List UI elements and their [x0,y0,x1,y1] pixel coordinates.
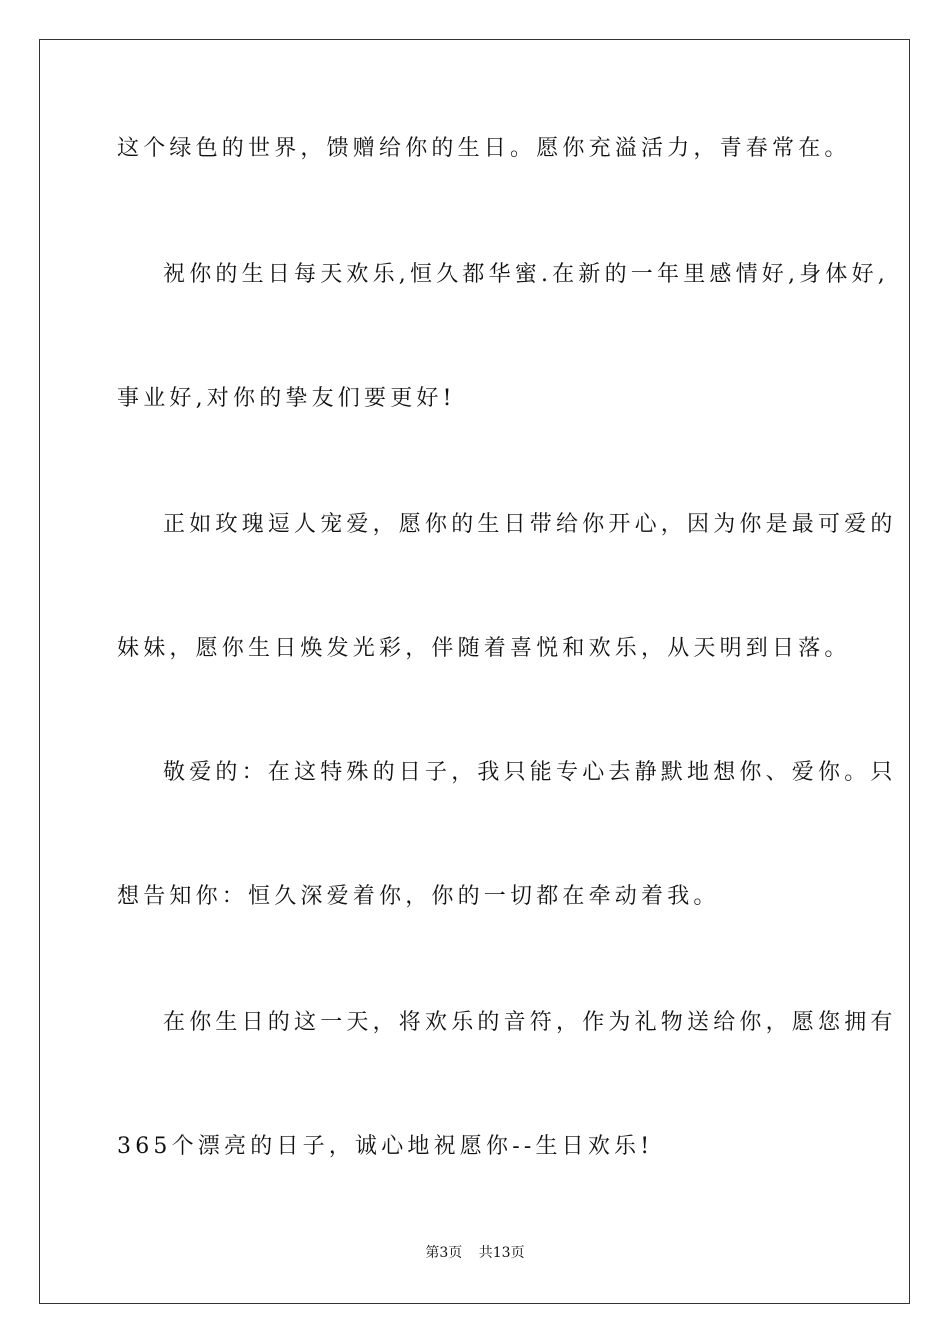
page-border [39,39,910,1304]
paragraph-line: 事业好,对你的挚友们要更好! [117,386,456,411]
paragraph-line: 祝你的生日每天欢乐,恒久都华蜜.在新的一年里感情好,身体好, [163,262,889,287]
paragraph-line: 这个绿色的世界，馈赠给你的生日。愿你充溢活力，青春常在。 [117,136,851,161]
paragraph-line: 想告知你：恒久深爱着你，你的一切都在牵动着我。 [117,884,720,909]
page-total: 共13页 [478,1245,525,1261]
page-number: 第3页 [425,1245,463,1261]
paragraph-line: 正如玫瑰逗人宠爱，愿你的生日带给你开心，因为你是最可爱的 [163,512,897,537]
paragraph-line: 妹妹，愿你生日焕发光彩，伴随着喜悦和欢乐，从天明到日落。 [117,636,851,661]
paragraph-line: 365个漂亮的日子，诚心地祝愿你--生日欢乐! [117,1134,654,1159]
page-footer [0,1244,950,1262]
paragraph-line: 在你生日的这一天，将欢乐的音符，作为礼物送给你，愿您拥有 [163,1010,897,1035]
paragraph-line: 敬爱的：在这特殊的日子，我只能专心去静默地想你、爱你。只 [163,760,897,785]
